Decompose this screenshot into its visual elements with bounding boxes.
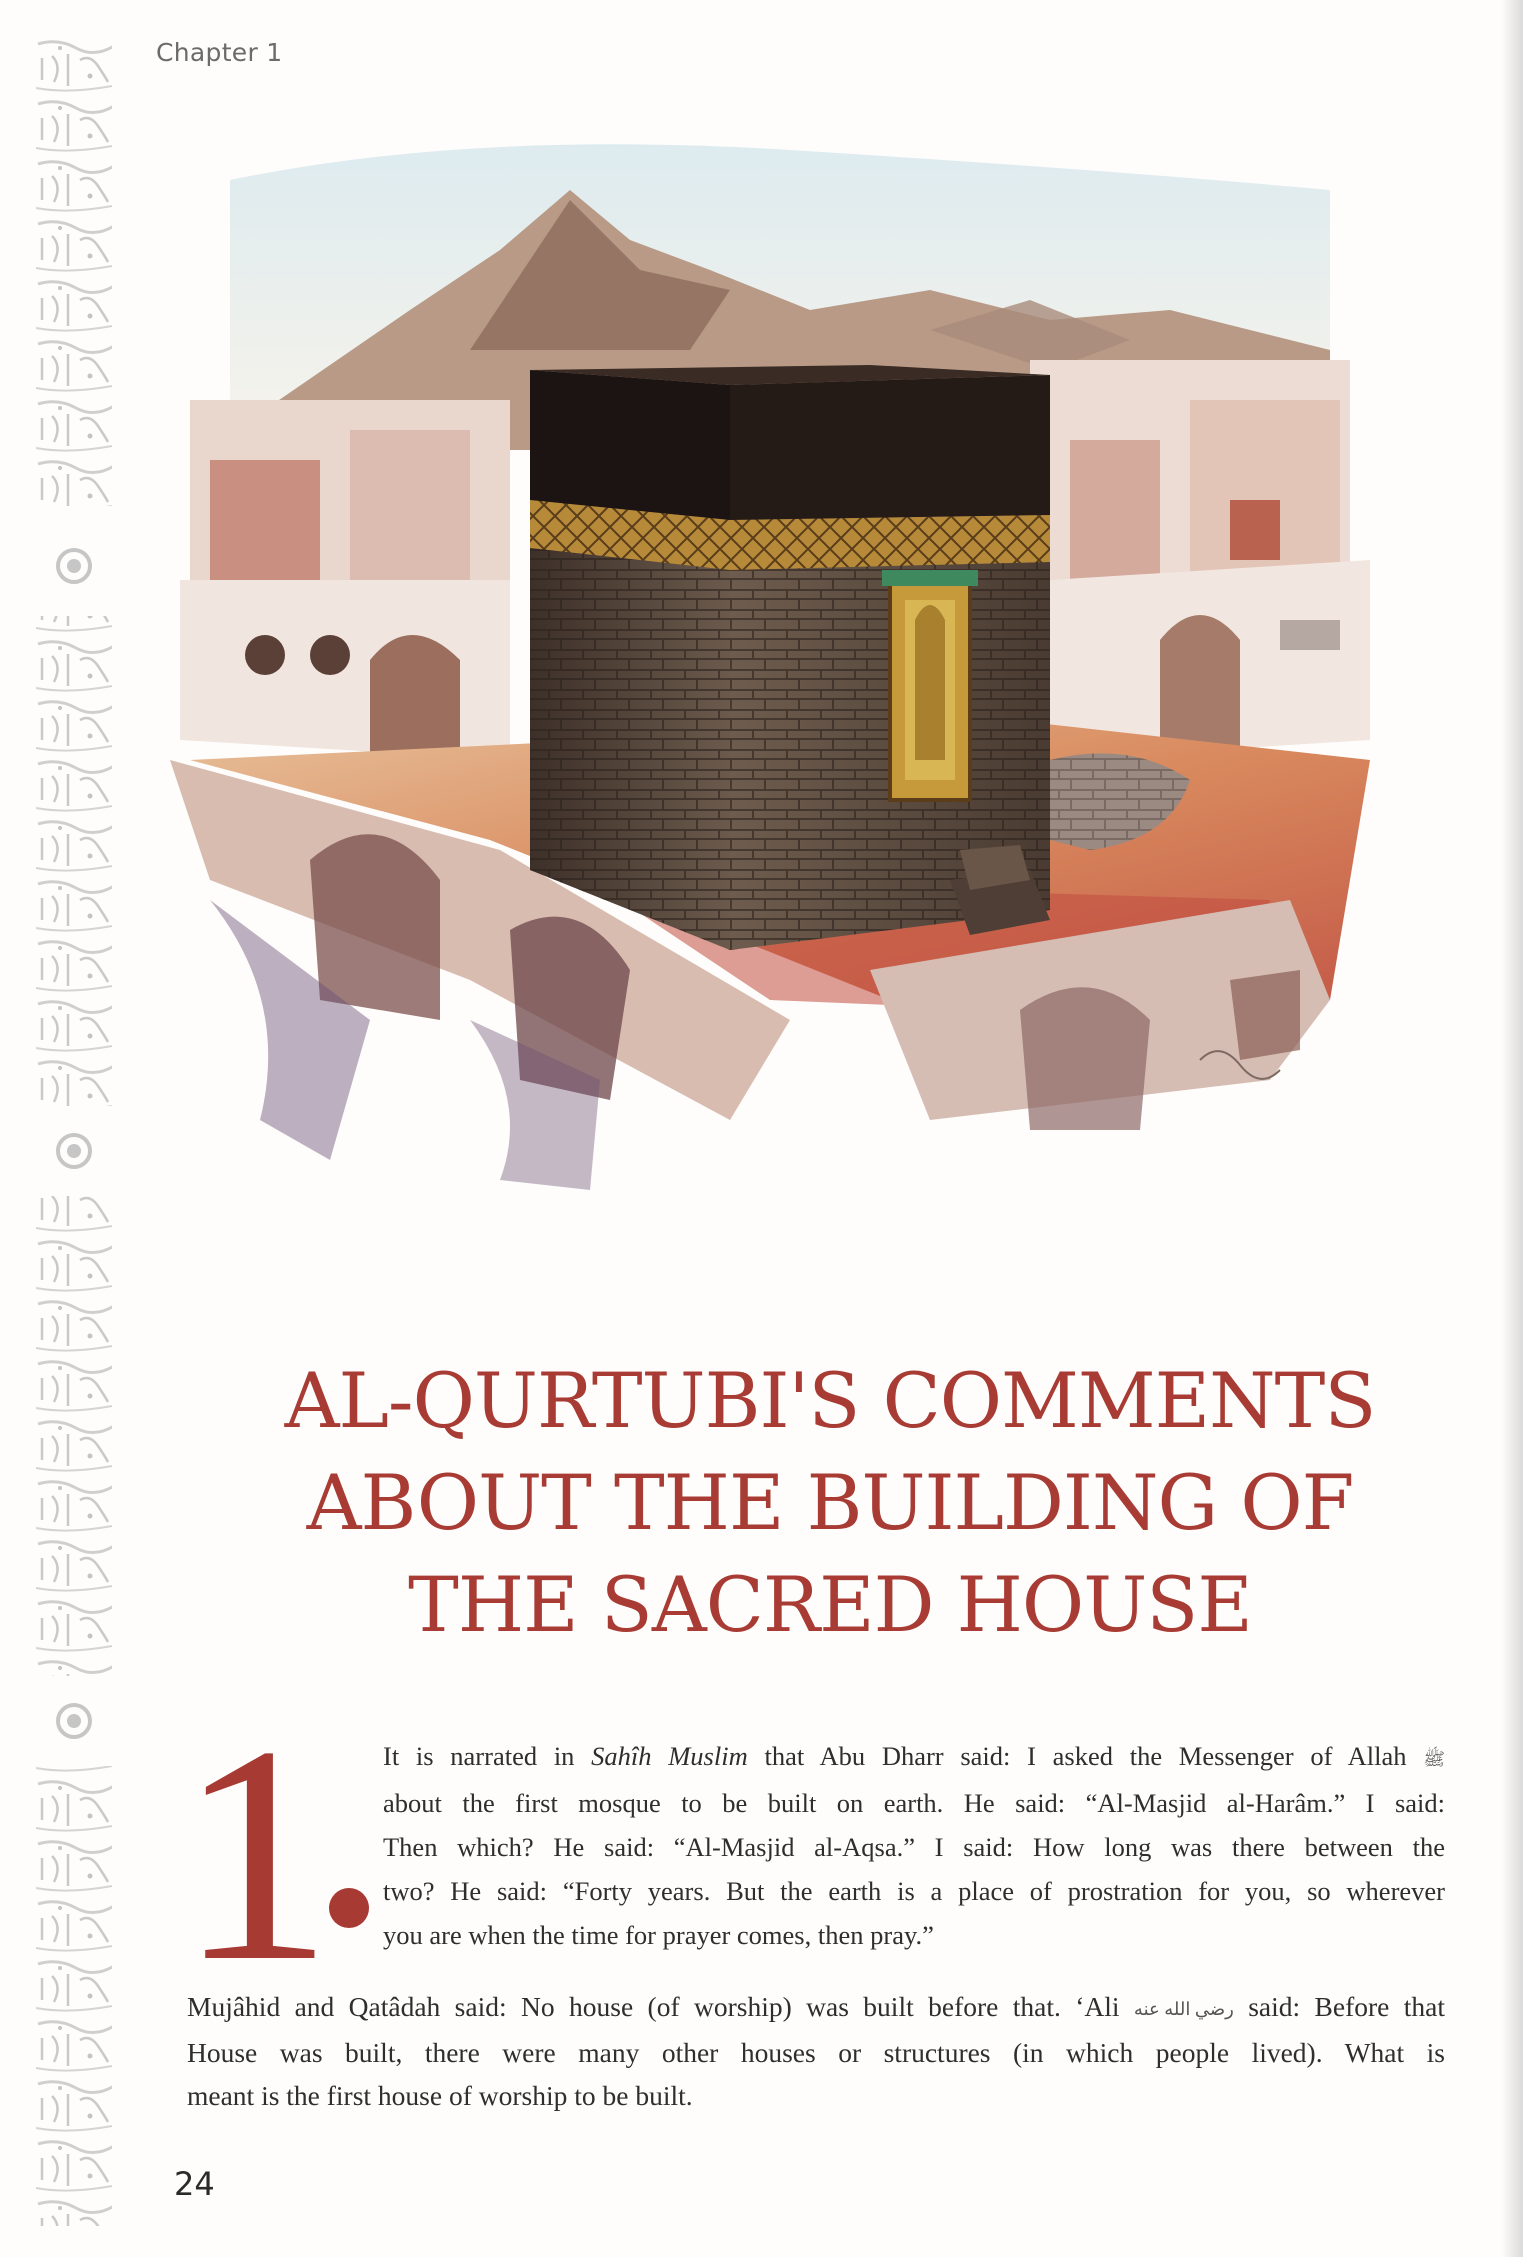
paragraph-line: two? He said: “Forty years. But the earth is a place of prostration for you, so wherever	[383, 1875, 1445, 1906]
title-line: ABOUT THE BUILDING OF	[306, 1458, 1354, 1547]
radiallahu-honorific: رضي الله عنه	[1133, 1999, 1234, 2020]
section-number-dropcap: 1	[178, 1683, 327, 2026]
chapter-title	[180, 1350, 1480, 1656]
text-run: that Abu Dharr said: I asked the Messenger of Allah	[747, 1741, 1424, 1771]
calligraphy-border-art	[28, 36, 120, 2226]
title-line: THE SACRED HOUSE	[408, 1560, 1252, 1649]
text-run: It is narrated in	[383, 1741, 592, 1771]
book-title: Sahîh Muslim	[591, 1741, 748, 1771]
paragraph-line: Then which? He said: “Al-Masjid al-Aqsa.” I said: How long was there between the	[383, 1831, 1445, 1862]
page-edge-shadow	[1501, 0, 1523, 2257]
paragraph-line: you are when the time for prayer comes, then pray.”	[383, 1919, 934, 1950]
kaaba-watercolor	[170, 120, 1390, 1220]
page-number: 24	[174, 2165, 215, 2203]
dropcap-dot	[329, 1888, 369, 1928]
text-run: said: Before that	[1233, 1991, 1445, 2022]
paragraph-line	[187, 1985, 1445, 2031]
paragraph-hadith	[383, 1734, 1445, 1957]
paragraph-line: about the first mosque to be built on earth. He said: “Al-Masjid al-Harâm.” I said:	[383, 1787, 1445, 1818]
text-run: Mujâhid and Qatâdah said: No house (of worship) was built before that. ‘Ali	[187, 1991, 1134, 2022]
paragraph-line: House was built, there were many other houses or structures (in which people lived). What is	[187, 2037, 1445, 2069]
chapter-label: Chapter 1	[156, 38, 283, 67]
kaaba-illustration	[170, 120, 1390, 1220]
paragraph-line	[383, 1734, 1445, 1781]
paragraph-commentary	[187, 1985, 1445, 2117]
paragraph-line: meant is the first house of worship to be built.	[187, 2080, 693, 2112]
title-line: AL-QURTUBI'S COMMENTS	[284, 1356, 1376, 1445]
calligraphy-border	[28, 36, 120, 2226]
salawat-honorific: ﷺ	[1423, 1748, 1445, 1769]
